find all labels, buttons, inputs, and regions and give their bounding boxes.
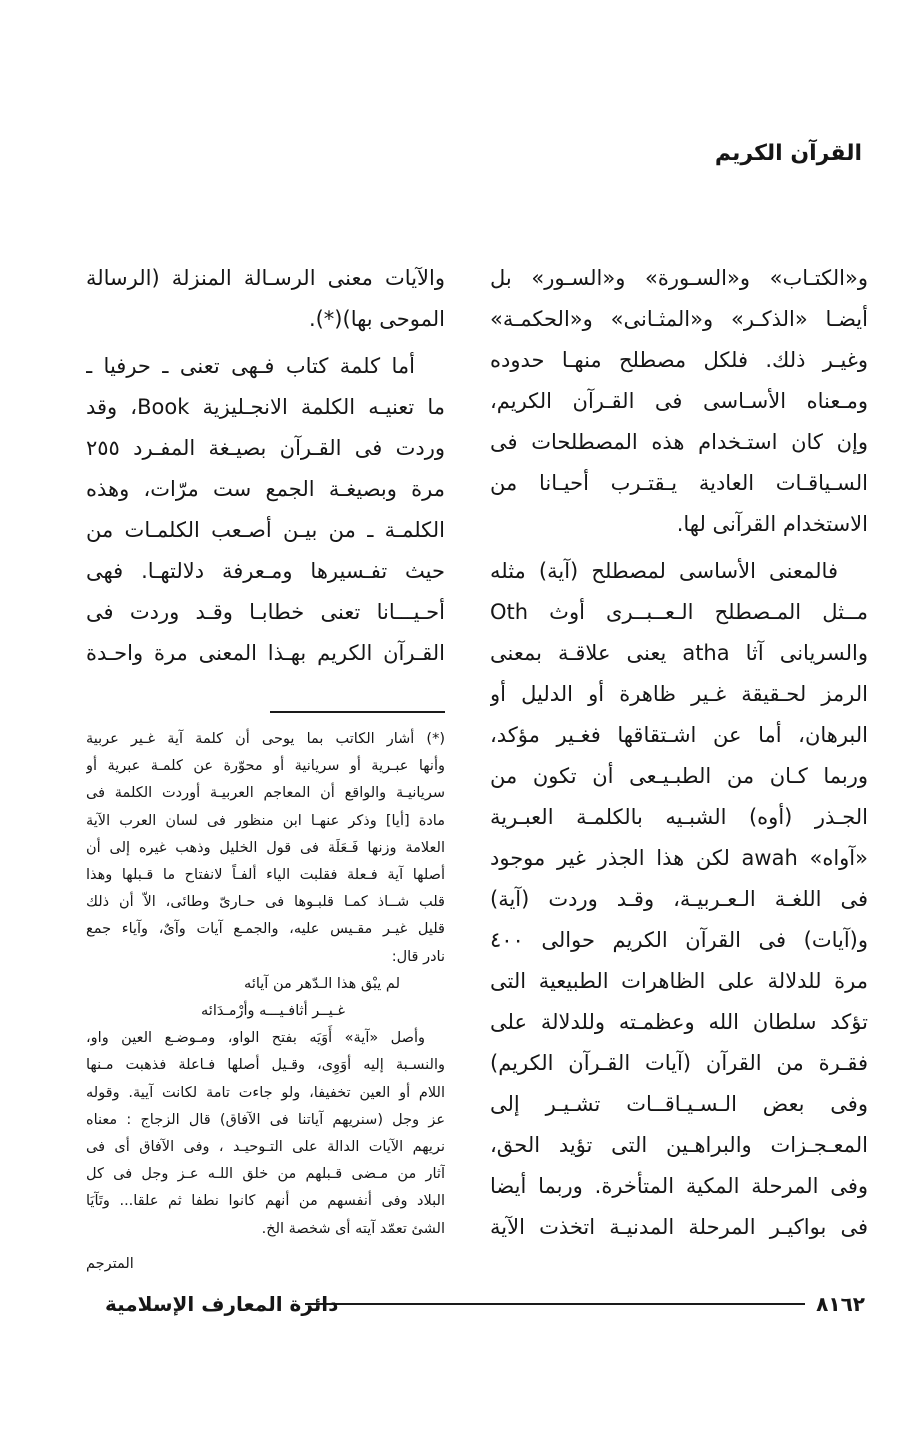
running-header: القرآن الكريم [714,141,862,166]
poetry-line: غـيــر أثافـيـــه وأرْمـدَائه [201,1003,345,1020]
body-line: «آواه» awah لكن هذا الجذر غير موجود [490,846,868,870]
poetry-line: لم يبْق هذا الـدّهر من آيائه [244,975,400,992]
body-line: مرة وبصيغـة الجمع ست مرّات، وهذه [86,477,445,501]
footnote-line: آثار من مـضى قـبلهم من خلق اللـه عـز وجل فى كل [86,1166,445,1183]
footnote-line: أصلها آية فـعلة فقلبت الياء ألفـاً لانفتاح ما قـبلها وهذا [86,867,445,884]
body-line: وفى بعض الـسـيـاقــات تشـيـر إلى [490,1092,868,1116]
body-line: أيضـا «الذكـر» و«المثـانى» و«الحكمـة» [490,307,868,331]
footnote-line: نادر قال: [391,948,445,965]
footnote-line: وأنها عبـرية أو سريانية أو محوّرة عن كلمـة عبرية أو [86,758,445,775]
body-line: وإن كان استـخدام هذه المصطلحات فى [490,430,868,454]
body-line: الجـذر (أوه) الشبـيه بالكلمـة العبـرية [490,805,868,829]
body-line: مرة للدلالة على الظاهرات الطبيعية التى [490,969,868,993]
footnote-line: الشئ تعمّد آيته أى شخصة الخ. [261,1220,445,1237]
body-line: أما كلمة كتاب فـهى تعنى ـ حرفيا ـ [86,354,415,378]
footnote-line: مادة [أيا] وذكر عنهـا ابن منظور فى لسان العرب الآية [86,812,445,829]
body-line: وردت فى القـرآن بصيـغة المفـرد ٢٥٥ [86,436,445,460]
body-line: و«الكتـاب» و«السـورة» و«السـور» بل [490,266,868,290]
footer-rule [305,1303,805,1305]
footer-publication-title: دائرة المعارف الإسلامية [105,1292,339,1316]
footnote-line: والنسـبة إليه أوَوِى، وقـيل أصلها فـاعلة فذهبت مـنها [86,1057,445,1074]
body-line: الموحى بها)(*). [308,307,445,331]
body-line: والآيات معنى الرسـالة المنزلة (الرسالة [86,266,445,290]
body-line: فقـرة من القرآن (آيات القـرآن الكريم) [490,1051,868,1075]
body-line: البرهان، أما عن اشـتقاقها فغـير مؤكد، [490,723,868,747]
footnote-line: وأصل «آية» أَوَيَه بفتح الواو، ومـوضـع العين واو، [86,1030,425,1047]
footnote-line: قلب شــاذ كمـا قلبـوها فى حـارىّ وطائى، الاّ أن ذلك [86,894,445,911]
translator-signature: المترجم [86,1255,134,1272]
body-line: وغيـر ذلك. فلكل مصطلح منهـا حدوده [490,348,868,372]
footnote-line: اللام أو العين تخفيفا، ولو جاءت تامة لكانت آيية. وقوله [86,1084,445,1101]
body-line: مــثل المـصطلح الـعــبــرى أوث Oth [490,600,868,624]
body-line: ومـعناه الأسـاسى فى القـرآن الكريم، [490,389,868,413]
body-line: أحـيـــانا تعنى خطابـا وقـد وردت فى [86,600,445,624]
body-line: السـياقـات العادية يـقتـرب أحيـانا من [490,471,868,495]
body-line: الرمز لحـقيقة غـير ظاهرة أو الدليل أو [490,682,868,706]
body-line: فالمعنى الأساسى لمصطلح (آية) مثله [490,559,838,583]
body-line: الكلمـة ـ من بيـن أصـعب الكلمـات من [86,518,445,542]
footer-page-number: ٨١٦٢ [816,1292,865,1316]
left-column [86,258,445,674]
footnote-separator-rule [270,711,445,713]
body-line: فى بواكيـر المرحلة المدنيـة اتخذت الآية [490,1215,868,1239]
body-line: وفى المرحلة المكية المتأخرة. وربما أيضا [490,1174,868,1198]
body-line: ما تعنيـه الكلمة الانجـليزية Book، وقد [86,395,445,419]
footnote-line: العلامة وزنها فَـعَلَة فى قول الخليل وذهب غيره إلى أن [86,839,445,856]
body-line: الاستخدام القرآنى لها. [676,512,868,536]
body-line: تؤكد سلطان الله وعظمـته وللدلالة على [490,1010,868,1034]
body-line: فى اللغـة الـعـربيـة، وقـد وردت (آية) [490,887,868,911]
footnote [86,726,445,1278]
right-column [490,258,868,1248]
body-line: القـرآن الكريم بهـذا المعنى مرة واحـدة [86,641,445,665]
footnote-line: نريهم الآيات الدالة على التـوحيـد ، وفى الآفاق أى فى [86,1139,445,1156]
footnote-line: البلاد وفى أنفسهم من أنهم كانوا نطفا ثم علقا... وتَآيَا [86,1193,445,1210]
footnote-line: قليل غيـر مقـيس عليه، والجمـع آيات وآىٌ، وآياء جمع [86,921,445,938]
body-line: المعـجـزات والبراهـين التى تؤيد الحق، [490,1133,868,1157]
body-line: والسريانى آثا atha يعنى علاقـة بمعنى [490,641,868,665]
footnote-line: (*) أشار الكاتب بما يوحى أن كلمة آية غـير عربية [86,731,445,747]
body-line: و(آيات) فى القرآن الكريم حوالى ٤٠٠ [490,928,868,952]
footnote-line: سريانيـة والواقع أن المعاجم العربيـة أوردت الكلمة فى [86,785,445,802]
body-line: حيث تفـسيرها ومـعرفة دلالتهـا. فهى [86,559,445,583]
body-line: وربما كـان من الطبـيـعى أن تكون من [490,764,868,788]
footnote-line: عز وجل (سنريهم آياتنا فى الآفاق) قال الزجاج : معناه [86,1111,445,1128]
